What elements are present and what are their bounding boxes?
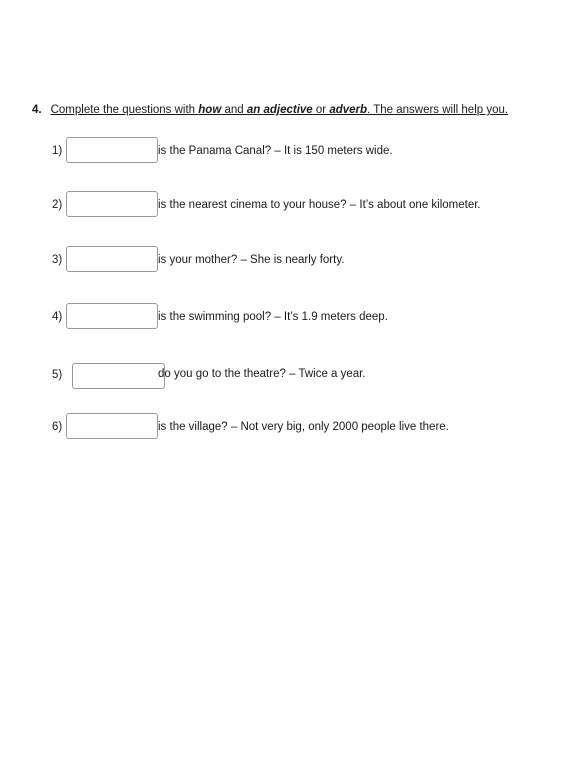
question-4 [0, 303, 576, 331]
instruction-part-2: and [221, 104, 247, 116]
exercise-instruction [32, 103, 508, 117]
answer-input-3[interactable] [66, 246, 158, 272]
question-number: 1) [52, 145, 63, 157]
keyword-adjective: an adjective [246, 104, 313, 116]
instruction-part-4: . The answers will help you. [367, 104, 509, 116]
keyword-how: how [198, 104, 222, 116]
answer-input-5[interactable] [72, 363, 165, 389]
question-number: 2) [52, 199, 63, 211]
keyword-adverb: adverb [329, 104, 368, 116]
answer-input-1[interactable] [66, 137, 158, 163]
instruction-part-3: or [312, 104, 330, 116]
question-number: 3) [52, 254, 63, 266]
question-text: is the swimming pool? – It’s 1.9 meters deep. [158, 311, 388, 323]
question-number: 5) [52, 369, 63, 381]
answer-input-6[interactable] [66, 413, 158, 439]
question-text: is the village? – Not very big, only 2000 people live there. [158, 421, 449, 433]
question-2 [0, 191, 576, 219]
answer-input-2[interactable] [66, 191, 158, 217]
instruction-part-1: Complete the questions with [50, 104, 199, 116]
question-3 [0, 246, 576, 274]
exercise-number: 4. [32, 104, 42, 116]
question-text: is the nearest cinema to your house? – It’s about one kilometer. [158, 199, 481, 211]
question-number: 4) [52, 311, 63, 323]
answer-input-4[interactable] [66, 303, 158, 329]
question-6 [0, 413, 576, 441]
instruction-text [51, 104, 509, 116]
question-text: is the Panama Canal? – It is 150 meters wide. [158, 145, 393, 157]
question-5 [0, 361, 576, 389]
question-number: 6) [52, 421, 63, 433]
question-text: is your mother? – She is nearly forty. [158, 254, 345, 266]
question-1 [0, 137, 576, 165]
question-text: do you go to the theatre? – Twice a year. [158, 368, 366, 380]
